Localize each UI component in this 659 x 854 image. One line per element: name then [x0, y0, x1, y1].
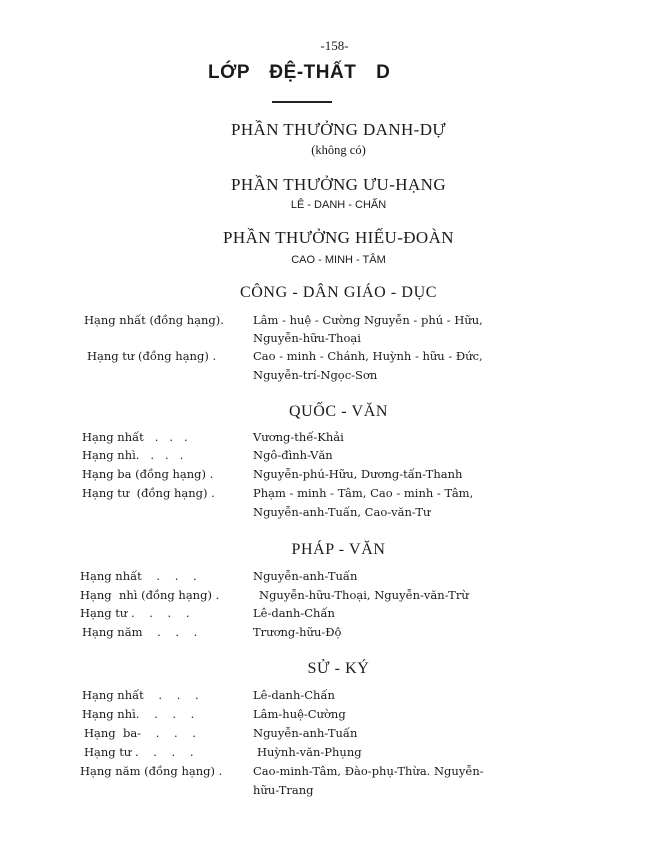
page-number: -158- — [320, 38, 349, 53]
names: Nguyễn-anh-Tuấn, Cao-văn-Tư — [253, 505, 431, 519]
names: Trương-hữu-Độ — [253, 625, 342, 639]
names: Lâm - huệ - Cường Nguyễn - phú - Hữu, — [253, 313, 483, 327]
rank-label: Hạng năm (đồng hạng) . — [80, 764, 223, 778]
rank-label: Hạng nhất (đồng hạng). — [84, 313, 224, 327]
award-title-filial: PHẦN THƯỞNG HIẾU-ĐOÀN — [223, 228, 454, 247]
award-recipient-filial: CAO - MINH - TÂM — [291, 254, 386, 266]
names: Cao-minh-Tâm, Đào-phụ-Thừa. Nguyễn- — [253, 764, 484, 778]
names: Nguyễn-anh-Tuấn — [253, 569, 358, 583]
names: Nguyễn-hữu-Thoại, Nguyễn-văn-Trừ — [259, 588, 469, 602]
names: Lâm-huệ-Cường — [253, 707, 346, 721]
names: Phạm - minh - Tâm, Cao - minh - Tâm, — [253, 486, 474, 500]
rank-label: Hạng tư . . . . — [84, 745, 194, 759]
names: Huỳnh-văn-Phụng — [257, 745, 362, 759]
rank-label: Hạng nhất . . . — [80, 569, 197, 583]
rank-label: Hạng năm . . . — [82, 625, 198, 639]
title-divider — [272, 101, 332, 103]
rank-label: Hạng ba- . . . — [84, 726, 196, 740]
names: Nguyễn-trí-Ngọc-Sơn — [253, 368, 378, 382]
section-title-vietnamese: QUỐC - VĂN — [288, 403, 389, 420]
award-title-excellence: PHẦN THƯỞNG ƯU-HẠNG — [231, 175, 446, 194]
names: Vương-thế-Khải — [253, 430, 344, 444]
award-title-honor: PHẦN THƯỞNG DANH-DỰ — [231, 120, 446, 139]
rank-label: Hạng tư (đồng hạng) . — [82, 486, 215, 500]
award-recipient-excellence: LÊ - DANH - CHẤN — [290, 199, 387, 211]
names: Lê-danh-Chấn — [253, 688, 335, 702]
names: hữu-Trang — [253, 783, 314, 797]
rank-label: Hạng nhất . . . — [82, 688, 199, 702]
names: Ngô-đình-Văn — [253, 448, 333, 462]
names: Nguyễn-hữu-Thoại — [253, 331, 361, 345]
section-title-french: PHÁP - VĂN — [291, 541, 386, 558]
section-title-civics: CÔNG - DÂN GIÁO - DỤC — [239, 284, 438, 301]
page-title: LỚP ĐỆ-THẤT D — [208, 62, 391, 83]
rank-label: Hạng nhất . . . — [82, 430, 188, 444]
names: Nguyễn-anh-Tuấn — [253, 726, 358, 740]
rank-label: Hạng nhì (đồng hạng) . — [80, 588, 220, 602]
names: Lê-danh-Chấn — [253, 606, 335, 620]
rank-label: Hạng nhì. . . . — [82, 448, 184, 462]
names: Cao - minh - Chánh, Huỳnh - hữu - Đức, — [253, 349, 483, 363]
award-recipient-honor: (không có) — [311, 143, 366, 157]
rank-label: Hạng tư (đồng hạng) . — [87, 349, 217, 363]
rank-label: Hạng ba (đồng hạng) . — [82, 467, 214, 481]
rank-label: Hạng nhì. . . . — [82, 707, 195, 721]
names: Nguyễn-phú-Hữu, Dương-tấn-Thanh — [253, 467, 463, 481]
rank-label: Hạng tư . . . . — [80, 606, 190, 620]
section-title-history: SỬ - KÝ — [307, 660, 370, 677]
